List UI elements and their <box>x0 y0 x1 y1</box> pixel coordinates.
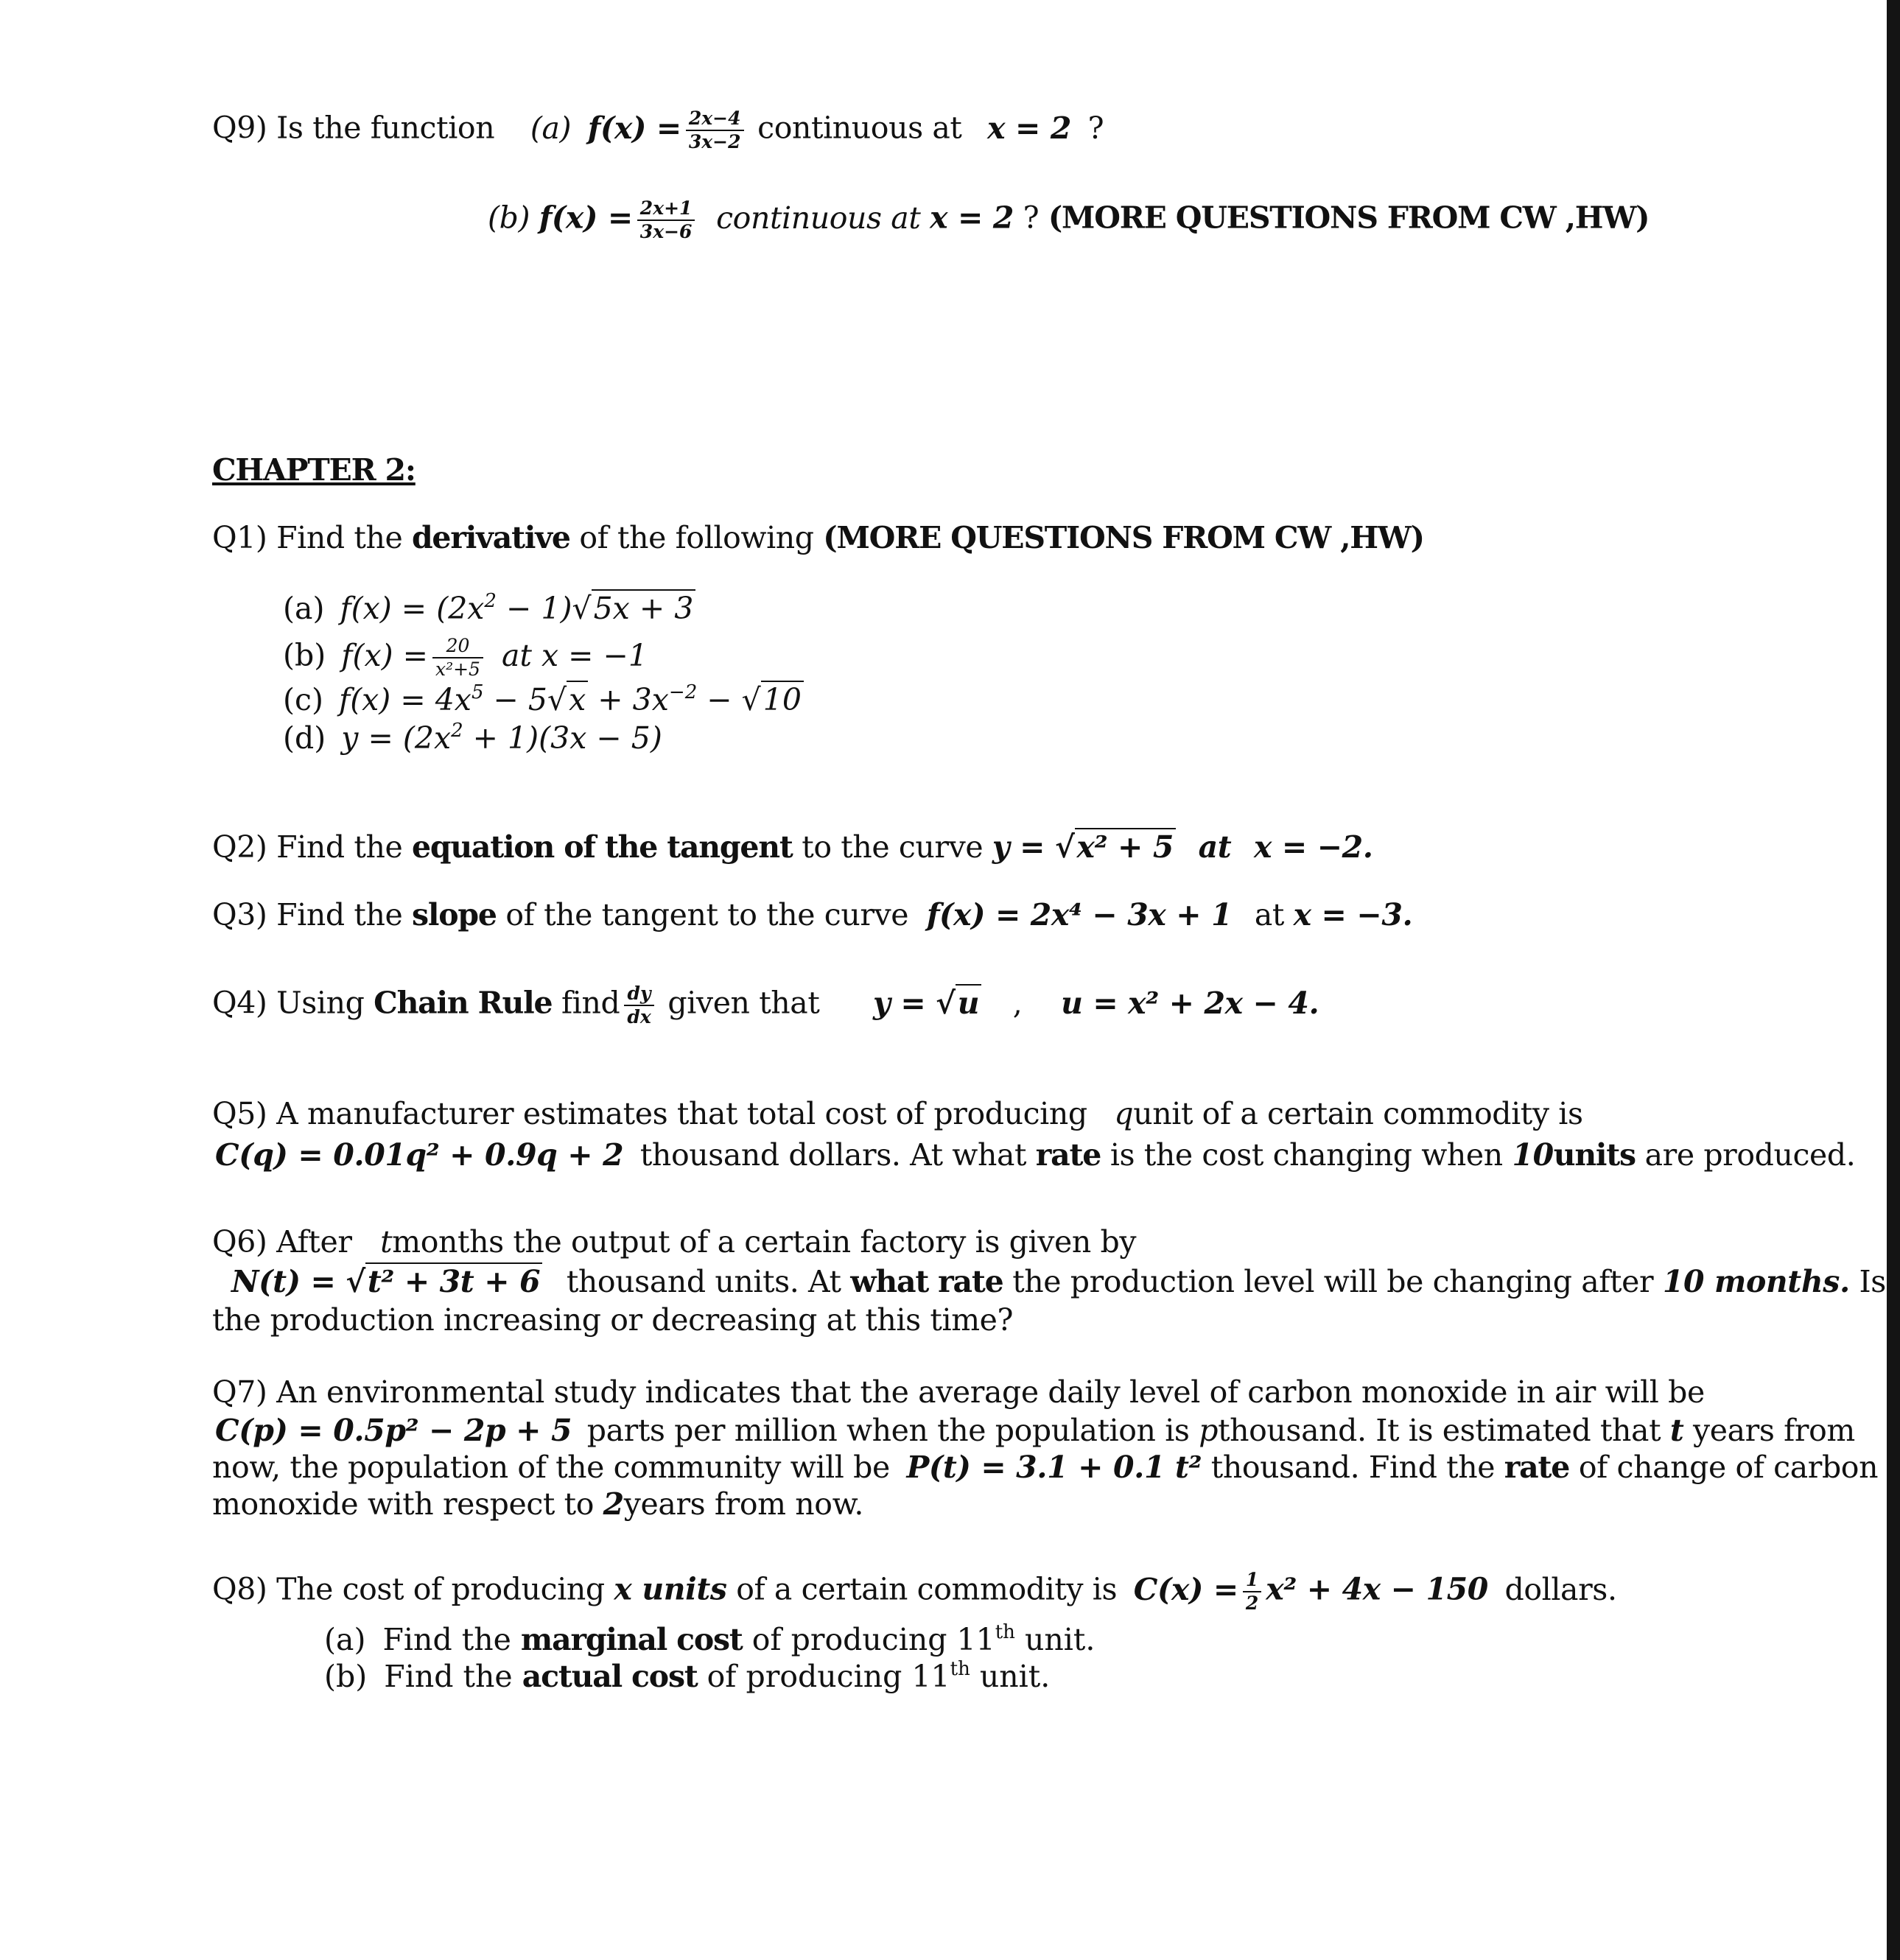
q6-line2-c: Is <box>1859 1264 1886 1299</box>
q7-line-2 <box>212 1411 1855 1450</box>
q7-bold-rate: rate <box>1504 1450 1570 1485</box>
q1-d-tail: + 1)(3x − 5) <box>463 720 662 756</box>
q9-line-a <box>212 108 1104 153</box>
q7-expr1: C(p) = 0.5p² − 2p + 5 <box>215 1413 572 1448</box>
q9-part-a-num: 2x−4 <box>686 108 744 131</box>
q7-line2-a: parts per million when the population is <box>586 1413 1190 1448</box>
q8-rhs: x² + 4x − 150 <box>1266 1571 1488 1607</box>
q1-d-lhs: y = (2x <box>341 720 452 756</box>
q8-a-post: of producing 11 <box>751 1622 995 1657</box>
q1-b-tail: at x = −1 <box>502 637 648 673</box>
q8-bold-units: x units <box>614 1571 727 1607</box>
q8-b-bold: actual cost <box>522 1659 698 1694</box>
q4-line <box>212 983 1319 1028</box>
q8-item-b <box>324 1657 1050 1696</box>
q7-line3-b: thousand. Find the <box>1210 1450 1496 1485</box>
chapter-heading <box>212 451 416 489</box>
q7-line-1 <box>212 1373 1705 1411</box>
q1-c-mid2: + 3x <box>588 682 669 717</box>
page-edge-bar <box>1887 0 1900 1960</box>
q1-c-radicand2: 10 <box>761 681 804 717</box>
q7-line-3 <box>212 1448 1878 1486</box>
q8-a-bold: marginal cost <box>520 1622 743 1657</box>
q8-a-pre: Find the <box>382 1622 511 1657</box>
q1-item-a <box>283 589 695 628</box>
q1-c-sup2: −2 <box>668 681 698 703</box>
q5-line1-a: Q5) A manufacturer estimates that total cost of producing <box>212 1096 1087 1131</box>
q4-comma: , <box>1012 985 1023 1021</box>
q4-y-radicand: u <box>956 984 981 1021</box>
q1-d-label: (d) <box>283 720 326 756</box>
q2-mid: to the curve <box>802 829 984 865</box>
q5-line2-a: thousand dollars. At what <box>639 1137 1027 1173</box>
q9-part-b-label: (b) <box>488 200 530 236</box>
q4-given: given that <box>667 985 820 1021</box>
q4-y-lhs: y = <box>873 985 936 1021</box>
q8-den: 2 <box>1245 1592 1259 1614</box>
q6-line-2 <box>212 1262 1886 1301</box>
q7-line2-c: years from <box>1693 1413 1855 1448</box>
q1-b-lhs: f(x) = <box>341 637 428 673</box>
q9-part-b-lhs: f(x) = <box>539 200 633 236</box>
q1-item-b <box>283 635 648 681</box>
q1-mid: of the following <box>579 520 814 555</box>
q7-line-4 <box>212 1485 863 1523</box>
q3-at: at <box>1254 897 1284 932</box>
q1-c-radicand1: x <box>567 681 588 717</box>
q5-var-q: q <box>1114 1096 1134 1131</box>
q3-bold: slope <box>411 897 497 932</box>
q4-bold: Chain Rule <box>374 985 553 1021</box>
q8-mid: of a certain commodity is <box>736 1571 1118 1607</box>
q1-a-sqrt: √5x + 3 <box>572 589 695 628</box>
q9-part-b-den: 3x−6 <box>639 221 693 242</box>
q5-line2-c: are produced. <box>1644 1137 1856 1173</box>
q1-a-mid: − 1) <box>496 591 572 626</box>
q9-part-a-lhs: f(x) = <box>587 110 681 146</box>
q3-mid: of the tangent to the curve <box>505 897 909 932</box>
q9-label: Q9) Is the function <box>212 110 495 146</box>
q1-prefix: Q1) Find the <box>212 520 403 555</box>
q1-line <box>212 519 1424 557</box>
q9-part-b-num: 2x+1 <box>637 197 695 221</box>
q7-years-num: 2 <box>603 1486 624 1522</box>
q9-line-b <box>488 197 1649 243</box>
q9-part-a-fraction <box>686 108 744 153</box>
q6-var-t: t <box>380 1224 393 1260</box>
q6-sqrt: √t² + 3t + 6 <box>346 1262 542 1301</box>
q8-b-sup: th <box>950 1658 970 1680</box>
q9-part-b-fraction <box>637 197 695 243</box>
q1-a-lhs: f(x) = (2x <box>340 591 485 626</box>
q8-b-pre: Find the <box>384 1659 513 1694</box>
q1-c-sqrt2: √10 <box>742 681 804 719</box>
q7-line4-a: monoxide with respect to <box>212 1486 594 1522</box>
q5-line-2 <box>212 1136 1855 1174</box>
q1-note: (MORE QUESTIONS FROM CW ,HW) <box>823 520 1424 555</box>
q1-c-lhs: f(x) = 4x <box>339 682 472 717</box>
q6-months: 10 months. <box>1662 1264 1850 1299</box>
q1-c-sup1: 5 <box>471 681 484 703</box>
q1-b-fraction <box>432 635 483 681</box>
q5-bold-rate: rate <box>1035 1137 1101 1173</box>
q2-radicand: x² + 5 <box>1075 828 1176 865</box>
q8-line <box>212 1569 1617 1615</box>
q9-part-b-question-mark: ? <box>1023 200 1040 236</box>
q4-u-expr: u = x² + 2x − 4. <box>1061 985 1319 1021</box>
q1-item-d <box>283 719 662 757</box>
q6-line1-b: months the output of a certain factory is given by <box>392 1224 1137 1260</box>
q5-line-1 <box>212 1095 1583 1133</box>
q9-part-b-note: (MORE QUESTIONS FROM CW ,HW) <box>1048 200 1650 236</box>
q7-var-p: p <box>1199 1413 1219 1448</box>
q3-prefix: Q3) Find the <box>212 897 403 932</box>
q2-bold: equation of the tangent <box>411 829 793 865</box>
q8-fraction <box>1243 1569 1261 1615</box>
q9-part-a-point: x = 2 <box>987 110 1071 146</box>
q1-item-c <box>283 681 804 719</box>
q1-c-sqrt1: √x <box>547 681 588 719</box>
q9-part-a-den: 3x−2 <box>688 131 741 152</box>
q8-a-sup: th <box>995 1621 1015 1643</box>
q9-part-b-point: x = 2 <box>930 200 1014 236</box>
q6-lhs: N(t) = <box>231 1264 346 1299</box>
q8-num: 1 <box>1243 1569 1261 1592</box>
q6-line-1 <box>212 1223 1136 1261</box>
q9-part-a-question-mark: ? <box>1087 110 1104 146</box>
q6-line1-a: Q6) After <box>212 1224 352 1260</box>
q4-mid: find <box>561 985 620 1021</box>
q3-line <box>212 896 1412 934</box>
q1-c-label: (c) <box>283 682 323 717</box>
q1-a-sup: 2 <box>484 590 497 612</box>
q9-part-b-tail: continuous at <box>716 200 921 236</box>
q3-expr: f(x) = 2x⁴ − 3x + 1 <box>926 897 1233 932</box>
q7-line3-a: now, the population of the community will be <box>212 1450 890 1485</box>
q7-line1: Q7) An environmental study indicates that the average daily level of carbon monoxide in air will be <box>212 1374 1705 1410</box>
q7-line3-c: of change of carbon <box>1578 1450 1879 1485</box>
q4-num: dy <box>624 983 653 1006</box>
q6-line3: the production increasing or decreasing at this time? <box>212 1302 1014 1338</box>
q1-c-mid3: − <box>697 682 742 717</box>
q4-prefix: Q4) Using <box>212 985 365 1021</box>
q8-prefix: Q8) The cost of producing <box>212 1571 605 1607</box>
q1-b-den: x²+5 <box>435 658 480 680</box>
q2-prefix: Q2) Find the <box>212 829 403 865</box>
q8-item-a <box>324 1620 1095 1659</box>
q2-sqrt: √x² + 5 <box>1055 828 1176 866</box>
q4-den: dx <box>627 1006 651 1028</box>
q6-radicand: t² + 3t + 6 <box>365 1262 542 1299</box>
q1-a-radicand: 5x + 3 <box>592 589 696 626</box>
q4-fraction <box>624 983 653 1028</box>
q7-line4-b: years from now. <box>623 1486 864 1522</box>
q7-var-t: t <box>1669 1413 1684 1448</box>
q3-point: x = −3. <box>1293 897 1413 932</box>
q8-a-end: unit. <box>1024 1622 1096 1657</box>
q6-line-3 <box>212 1301 1013 1339</box>
q5-units-num: 10 <box>1512 1137 1554 1173</box>
q1-b-num: 20 <box>432 635 483 658</box>
q9-part-a-label: (a) <box>530 110 572 146</box>
q2-at: at <box>1198 829 1232 865</box>
q4-sqrt: √u <box>936 984 981 1022</box>
q8-a-label: (a) <box>324 1622 366 1657</box>
q2-lhs: y = <box>992 829 1055 865</box>
q1-b-label: (b) <box>283 637 326 673</box>
q8-tail: dollars. <box>1504 1571 1617 1607</box>
q6-line2-b: the production level will be changing after <box>1012 1264 1654 1299</box>
q5-line1-b: unit of a certain commodity is <box>1133 1096 1583 1131</box>
q5-expr: C(q) = 0.01q² + 0.9q + 2 <box>215 1137 624 1173</box>
q8-lhs: C(x) = <box>1133 1571 1238 1607</box>
q1-a-label: (a) <box>283 591 325 626</box>
q2-point: x = −2. <box>1253 829 1373 865</box>
q9-part-a-tail: continuous at <box>757 110 962 146</box>
q1-bold-derivative: derivative <box>411 520 570 555</box>
chapter-heading-text: CHAPTER 2: <box>212 452 416 488</box>
q1-c-mid1: − 5 <box>483 682 547 717</box>
q5-line2-b: is the cost changing when <box>1109 1137 1503 1173</box>
q8-b-end: unit. <box>979 1659 1051 1694</box>
q1-d-sup: 2 <box>451 720 463 742</box>
q6-line2-a: thousand units. At <box>566 1264 841 1299</box>
q7-line2-b: thousand. It is estimated that <box>1218 1413 1661 1448</box>
q8-b-post: of producing 11 <box>707 1659 950 1694</box>
q7-expr2: P(t) = 3.1 + 0.1 t² <box>906 1450 1202 1485</box>
q8-b-label: (b) <box>324 1659 368 1694</box>
q6-bold-rate: what rate <box>850 1264 1003 1299</box>
q2-line <box>212 828 1373 866</box>
q5-units-word: units <box>1553 1137 1636 1173</box>
